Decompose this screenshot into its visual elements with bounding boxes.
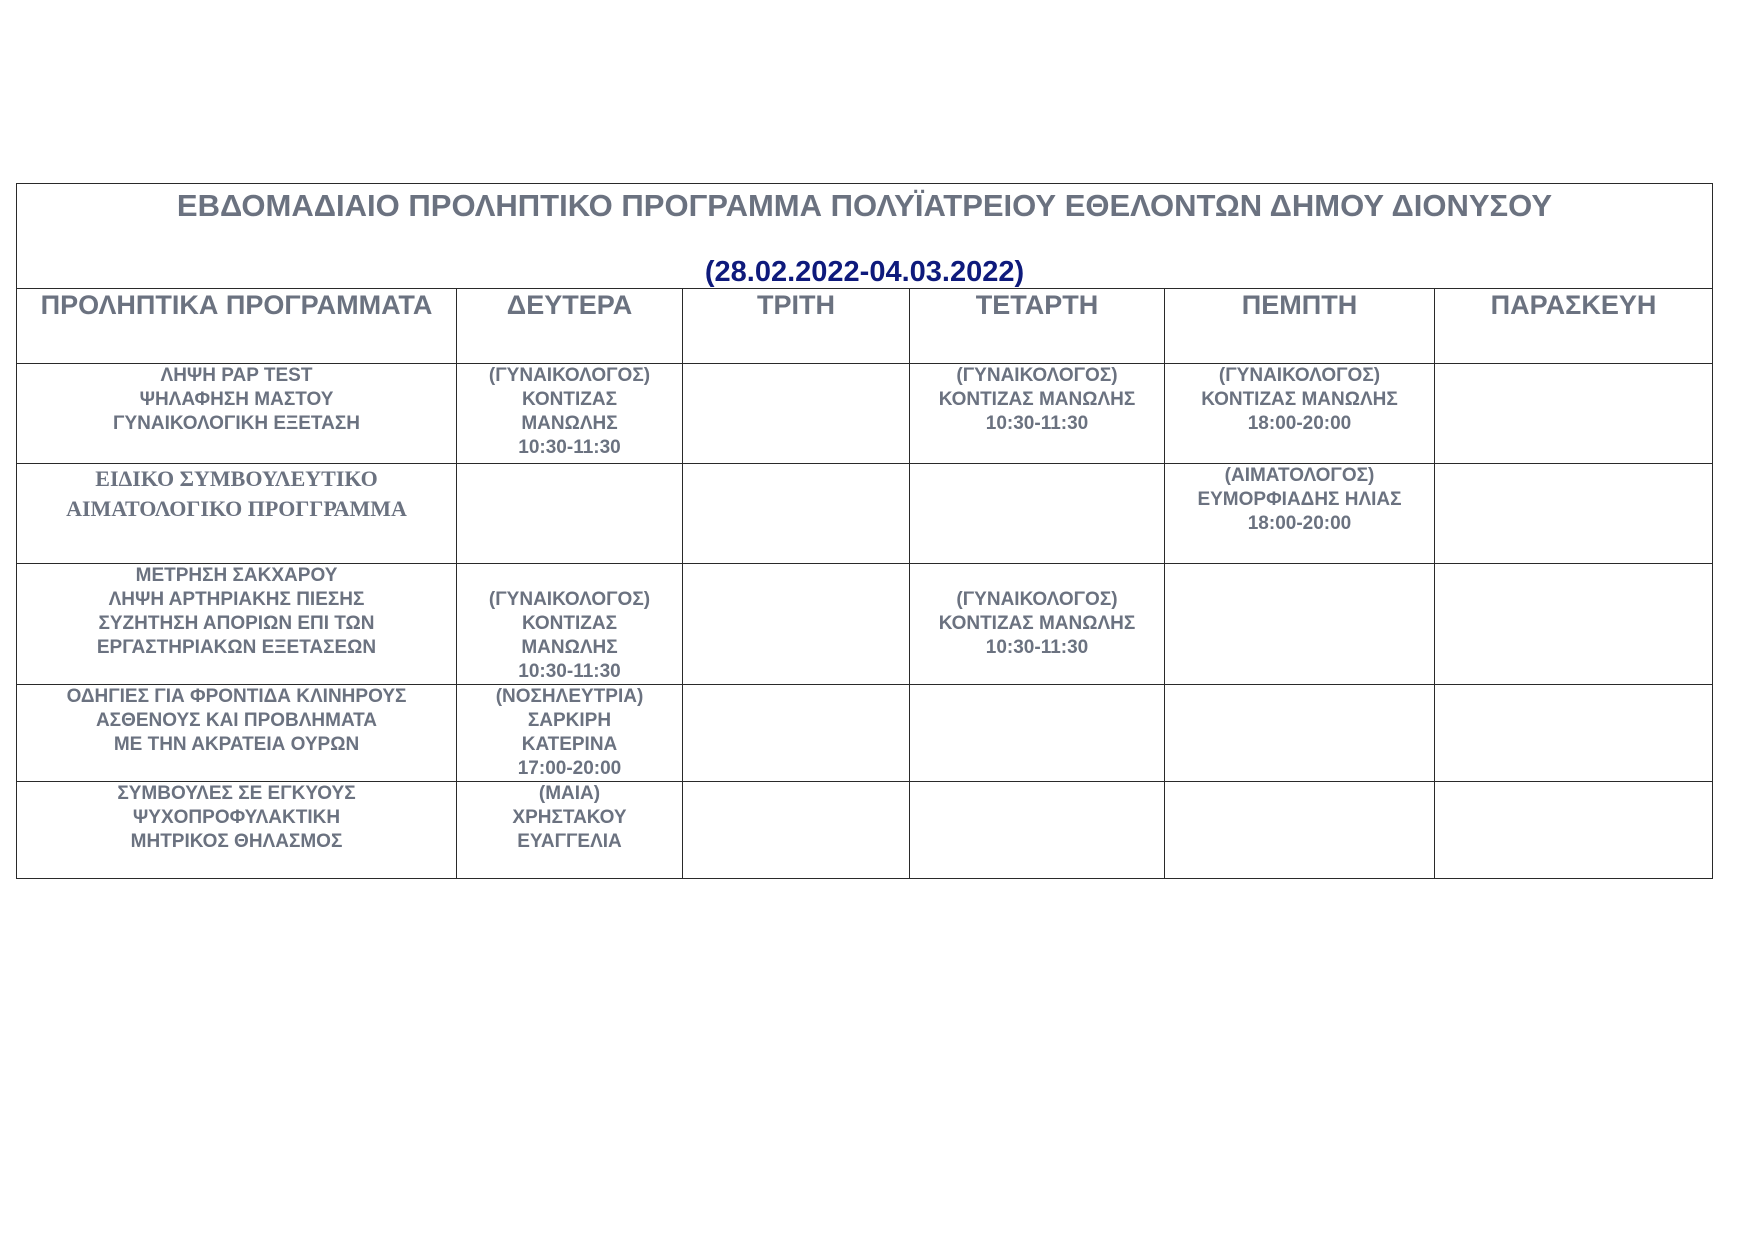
tuesday-cell — [683, 464, 910, 564]
title-cell — [17, 184, 1713, 289]
tuesday-cell — [683, 564, 910, 685]
program-cell: ΜΕΤΡΗΣΗ ΣΑΚΧΑΡΟΥ ΛΗΨΗ ΑΡΤΗΡΙΑΚΗΣ ΠΙΕΣΗΣ ΣΥΖΗΤΗΣΗ ΑΠΟΡΙΩΝ ΕΠΙ ΤΩΝ ΕΡΓΑΣΤΗΡΙΑΚΩΝ ΕΞΕΤΑΣΕΩΝ — [17, 564, 457, 685]
friday-cell — [1435, 364, 1713, 464]
friday-cell — [1435, 464, 1713, 564]
program-cell: ΕΙΔΙΚΟ ΣΥΜΒΟΥΛΕΥΤΙΚΟ ΑΙΜΑΤΟΛΟΓΙΚΟ ΠΡΟΓΓΡΑΜΜΑ — [17, 464, 457, 564]
tuesday-cell — [683, 782, 910, 879]
monday-cell: (ΓΥΝΑΙΚΟΛΟΓΟΣ) ΚΟΝΤΙΖΑΣ ΜΑΝΩΛΗΣ 10:30-11:30 — [457, 564, 683, 685]
friday-cell — [1435, 685, 1713, 782]
program-cell: ΟΔΗΓΙΕΣ ΓΙΑ ΦΡΟΝΤΙΔΑ ΚΛΙΝΗΡΟΥΣ ΑΣΘΕΝΟΥΣ ΚΑΙ ΠΡΟΒΛΗΜΑΤΑ ΜΕ ΤΗΝ ΑΚΡΑΤΕΙΑ ΟΥΡΩΝ — [17, 685, 457, 782]
monday-cell: (ΜΑΙΑ) ΧΡΗΣΤΑΚΟΥ ΕΥΑΓΓΕΛΙΑ — [457, 782, 683, 879]
wednesday-cell — [910, 464, 1165, 564]
table-row — [17, 564, 1713, 685]
thursday-cell: (ΓΥΝΑΙΚΟΛΟΓΟΣ) ΚΟΝΤΙΖΑΣ ΜΑΝΩΛΗΣ 18:00-20:00 — [1165, 364, 1435, 464]
header-wednesday: ΤΕΤΑΡΤΗ — [910, 289, 1165, 364]
wednesday-cell — [910, 685, 1165, 782]
table-row — [17, 685, 1713, 782]
program-cell: ΣΥΜΒΟΥΛΕΣ ΣΕ ΕΓΚΥΟΥΣ ΨΥΧΟΠΡΟΦΥΛΑΚΤΙΚΗ ΜΗΤΡΙΚΟΣ ΘΗΛΑΣΜΟΣ — [17, 782, 457, 879]
wednesday-cell: (ΓΥΝΑΙΚΟΛΟΓΟΣ) ΚΟΝΤΙΖΑΣ ΜΑΝΩΛΗΣ 10:30-11:30 — [910, 364, 1165, 464]
table-row — [17, 782, 1713, 879]
table-row — [17, 364, 1713, 464]
page-title: ΕΒΔΟΜΑΔΙΑΙΟ ΠΡΟΛΗΠΤΙΚΟ ΠΡΟΓΡΑΜΜΑ ΠΟΛΥΪΑΤΡΕΙΟΥ ΕΘΕΛΟΝΤΩΝ ΔΗΜΟΥ ΔΙΟΝΥΣΟΥ — [176, 188, 1553, 223]
tuesday-cell — [683, 364, 910, 464]
program-cell: ΛΗΨΗ PAP TEST ΨΗΛΑΦΗΣΗ ΜΑΣΤΟΥ ΓΥΝΑΙΚΟΛΟΓΙΚΗ ΕΞΕΤΑΣΗ — [17, 364, 457, 464]
header-friday: ΠΑΡΑΣΚΕΥΗ — [1435, 289, 1713, 364]
date-range: (28.02.2022-04.03.2022) — [704, 256, 1025, 288]
monday-cell — [457, 464, 683, 564]
monday-cell: (ΓΥΝΑΙΚΟΛΟΓΟΣ) ΚΟΝΤΙΖΑΣ ΜΑΝΩΛΗΣ 10:30-11:30 — [457, 364, 683, 464]
schedule-table — [16, 183, 1713, 879]
header-programs: ΠΡΟΛΗΠΤΙΚΑ ΠΡΟΓΡΑΜΜΑΤΑ — [17, 289, 457, 364]
thursday-cell — [1165, 782, 1435, 879]
thursday-cell: (ΑΙΜΑΤΟΛΟΓΟΣ) ΕΥΜΟΡΦΙΑΔΗΣ ΗΛΙΑΣ 18:00-20:00 — [1165, 464, 1435, 564]
thursday-cell — [1165, 685, 1435, 782]
header-thursday: ΠΕΜΠΤΗ — [1165, 289, 1435, 364]
thursday-cell — [1165, 564, 1435, 685]
monday-cell: (ΝΟΣΗΛΕΥΤΡΙΑ) ΣΑΡΚΙΡΗ ΚΑΤΕΡΙΝΑ 17:00-20:00 — [457, 685, 683, 782]
friday-cell — [1435, 782, 1713, 879]
wednesday-cell — [910, 782, 1165, 879]
wednesday-cell: (ΓΥΝΑΙΚΟΛΟΓΟΣ) ΚΟΝΤΙΖΑΣ ΜΑΝΩΛΗΣ 10:30-11:30 — [910, 564, 1165, 685]
header-monday: ΔΕΥΤΕΡΑ — [457, 289, 683, 364]
friday-cell — [1435, 564, 1713, 685]
tuesday-cell — [683, 685, 910, 782]
header-tuesday: ΤΡΙΤΗ — [683, 289, 910, 364]
title-row — [17, 184, 1713, 289]
table-row — [17, 464, 1713, 564]
header-row — [17, 289, 1713, 364]
